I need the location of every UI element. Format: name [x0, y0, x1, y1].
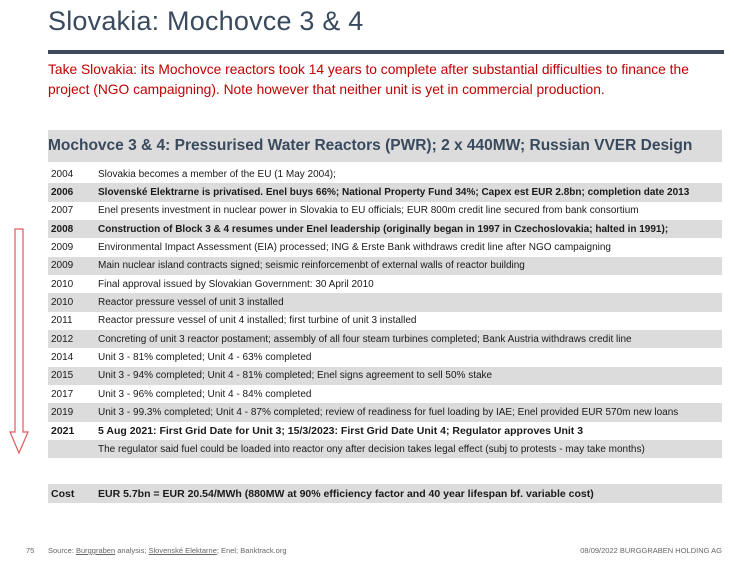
row-text: Unit 3 - 94% completed; Unit 4 - 81% completed; Enel signs agreement to sell 50% stake: [98, 370, 493, 382]
source-rest: ; Enel; Banktrack.org: [216, 546, 287, 555]
cost-text: EUR 5.7bn = EUR 20.54/MWh (880MW at 90% efficiency factor and 40 year lifespan bf. variable cost): [98, 487, 594, 500]
timeline-row: [48, 275, 722, 293]
row-year: 2006: [51, 186, 74, 198]
row-text: Unit 3 - 99.3% completed; Unit 4 - 87% completed; review of readiness for fuel loading by IAE; Enel provided EUR 570m new loans: [98, 406, 679, 418]
row-text: Enel presents investment in nuclear power in Slovakia to EU officials; EUR 800m credit line secured from bank consortium: [98, 205, 639, 217]
row-year: 2021: [51, 424, 75, 437]
date-company: 08/09/2022 BURGGRABEN HOLDING AG: [580, 546, 722, 555]
timeline-row: [48, 440, 722, 458]
timeline-row: [48, 385, 722, 403]
row-text: Reactor pressure vessel of unit 3 installed: [98, 296, 284, 308]
timeline-row: [48, 165, 722, 183]
row-year: 2009: [51, 260, 74, 272]
table-title: Mochovce 3 & 4: Pressurised Water Reactors (PWR); 2 x 440MW; Russian VVER Design: [48, 137, 693, 154]
source-link-slovenske[interactable]: Slovenské Elektarne: [148, 546, 217, 555]
timeline-table: [48, 165, 722, 458]
source-mid: analysis;: [115, 546, 149, 555]
row-year: 2015: [51, 370, 74, 382]
timeline-row: [48, 403, 722, 421]
timeline-row: [48, 183, 722, 201]
row-text: Unit 3 - 96% completed; Unit 4 - 84% completed: [98, 388, 312, 400]
row-text: Reactor pressure vessel of unit 4 installed; first turbine of unit 3 installed: [98, 315, 417, 327]
row-year: 2017: [51, 388, 74, 400]
cost-label: Cost: [51, 487, 75, 500]
row-text: Construction of Block 3 & 4 resumes under Enel leadership (originally began in 1997 in Czechoslovakia; halted in 1991);: [98, 223, 669, 235]
timeline-row: [48, 422, 722, 440]
row-text: Main nuclear island contracts signed; seismic reinforcemenbt of external walls of reactor building: [98, 260, 525, 272]
intro-paragraph: Take Slovakia: its Mochovce reactors took 14 years to complete after substantial difficulties to finance the project (NGO campaigning). Note however that neither unit is yet in commercial production.: [48, 62, 689, 97]
title-divider: [48, 50, 724, 54]
row-year: 2008: [51, 223, 74, 235]
row-year: 2004: [51, 168, 74, 180]
page-number: 75: [26, 546, 35, 555]
source-prefix: Source:: [48, 546, 76, 555]
timeline-row: [48, 367, 722, 385]
row-text: Slovakia becomes a member of the EU (1 May 2004);: [98, 168, 336, 180]
row-year: 2009: [51, 241, 74, 253]
row-text: Environmental Impact Assessment (EIA) processed; ING & Erste Bank withdraws credit line after NGO campaigning: [98, 241, 611, 253]
row-text: Slovenské Elektrarne is privatised. Enel buys 66%; National Property Fund 34%; Capex est EUR 2.8bn; completion date 2013: [98, 186, 690, 198]
source-link-burggraben[interactable]: Burggraben: [75, 546, 116, 555]
row-year: 2010: [51, 296, 74, 308]
cost-row: [48, 484, 722, 503]
row-year: 2007: [51, 205, 74, 217]
timeline-row: [48, 330, 722, 348]
timeline-row: [48, 238, 722, 256]
row-text: Final approval issued by Slovakian Government: 30 April 2010: [98, 278, 374, 290]
row-text: 5 Aug 2021: First Grid Date for Unit 3; 15/3/2023: First Grid Date Unit 4; Regulator approves Unit 3: [98, 424, 584, 437]
source-note: [48, 546, 287, 555]
timeline-row: [48, 348, 722, 366]
timeline-row: [48, 312, 722, 330]
row-text: Unit 3 - 81% completed; Unit 4 - 63% completed: [98, 351, 312, 363]
timeline-row: [48, 257, 722, 275]
row-year: 2014: [51, 351, 74, 363]
row-text: The regulator said fuel could be loaded into reactor ony after decision takes legal effect (subj to protests - may take months): [98, 443, 645, 455]
timeline-row: [48, 220, 722, 238]
row-text: Concreting of unit 3 reactor postament; assembly of all four steam turbines completed; Bank Austria withdraws credit line: [98, 333, 632, 345]
row-year: 2012: [51, 333, 74, 345]
timeline-arrow-icon: [8, 228, 30, 456]
timeline-row: [48, 293, 722, 311]
row-year: 2010: [51, 278, 74, 290]
row-year: 2011: [51, 315, 73, 327]
timeline-row: [48, 202, 722, 220]
slide-title: Slovakia: Mochovce 3 & 4: [48, 6, 364, 36]
row-year: 2019: [51, 406, 74, 418]
